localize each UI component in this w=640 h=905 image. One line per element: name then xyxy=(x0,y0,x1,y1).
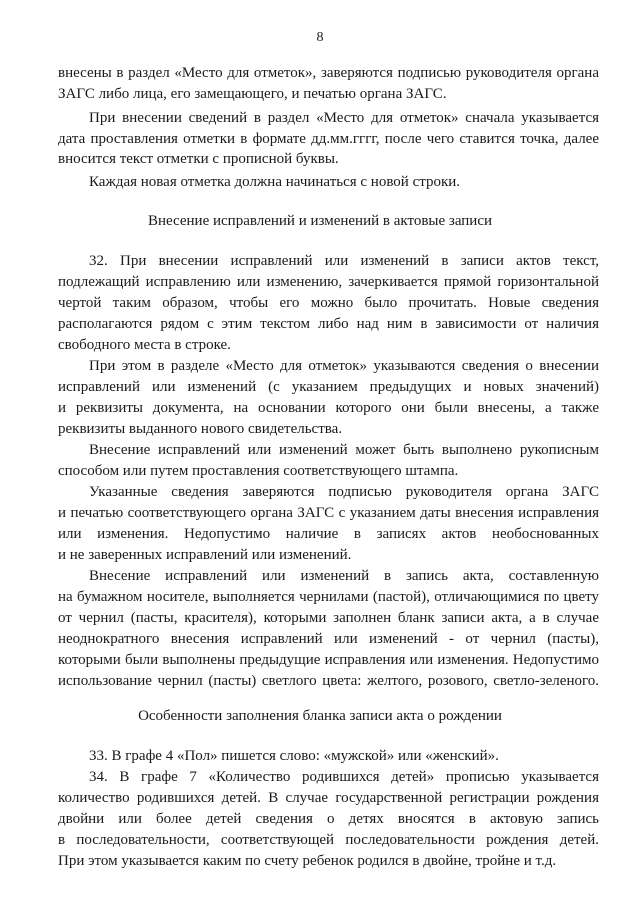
text-line: располагаются рядом с этим текстом либо над ним в зависимости от наличия xyxy=(58,316,599,332)
text-line: Указанные сведения заверяются подписью руководителя органа ЗАГС xyxy=(89,484,599,500)
text-line: 32. При внесении исправлений или изменений в записи актов текст, xyxy=(89,253,599,269)
text-line: 33. В графе 4 «Пол» пишется слово: «мужской» или «женский». xyxy=(89,748,499,764)
text-line: вносится текст отметки с прописной буквы. xyxy=(58,151,339,167)
text-line: Каждая новая отметка должна начинаться с новой строки. xyxy=(89,174,461,190)
section-heading: Особенности заполнения бланка записи акта о рождении xyxy=(138,708,502,724)
text-line: При этом в разделе «Место для отметок» указываются сведения о внесении xyxy=(89,358,599,374)
text-line: реквизиты выданного нового свидетельства. xyxy=(58,421,343,437)
text-line: использование чернил (пасты) светлого цвета: желтого, розового, светло-зеленого. xyxy=(58,673,599,689)
text-line: в последовательности, соответствующей последовательности рождения детей. xyxy=(58,832,599,848)
text-line: дата проставления отметки в формате дд.мм.гггг, после чего ставится точка, далее xyxy=(58,131,599,147)
text-line: которыми были выполнены предыдущие исправления или изменения. Недопустимо xyxy=(58,652,599,668)
text-line: и не заверенных исправлений или изменений. xyxy=(58,547,352,563)
text-line: внесены в раздел «Место для отметок», заверяются подписью руководителя органа xyxy=(58,65,599,81)
text-line: 34. В графе 7 «Количество родившихся детей» прописью указывается xyxy=(89,769,599,785)
text-line: чертой таким образом, чтобы его можно было прочитать. Новые сведения xyxy=(58,295,599,311)
text-line: Внесение исправлений или изменений в запись акта, составленную xyxy=(89,568,599,584)
text-line: на бумажном носителе, выполняется чернилами (пастой), отличающимися по цвету xyxy=(58,589,599,605)
text-line: При этом указывается каким по счету ребенок родился в двойне, тройне и т.д. xyxy=(58,853,557,869)
section-heading: Внесение исправлений и изменений в актовые записи xyxy=(147,213,493,229)
text-line: неоднократного внесения исправлений или изменений - от чернил (пасты), xyxy=(58,631,599,647)
text-line: количество родившихся детей. В случае государственной регистрации рождения xyxy=(58,790,599,806)
text-line: подлежащий исправлению или изменению, зачеркивается прямой горизонтальной xyxy=(58,274,599,290)
text-line: и печатью соответствующего органа ЗАГС с указанием даты внесения исправления xyxy=(58,505,599,521)
text-line: и реквизиты документа, на основании которого они были внесены, а также xyxy=(58,400,599,416)
text-line: исправлений или изменений (с указанием предыдущих и новых значений) xyxy=(58,379,599,395)
text-line: способом или путем проставления соответствующего штампа. xyxy=(58,463,459,479)
text-line: Внесение исправлений или изменений может быть выполнено рукописным xyxy=(89,442,599,458)
page-number: 8 xyxy=(316,30,324,45)
text-line: ЗАГС либо лица, его замещающего, и печатью органа ЗАГС. xyxy=(58,86,447,102)
text-line: от чернил (пасты, красителя), которыми заполнен бланк записи акта, а в случае xyxy=(58,610,599,626)
text-line: двойни или более детей сведения о детях вносятся в актовую запись xyxy=(58,811,599,827)
text-line: или изменения. Недопустимо наличие в записях актов необоснованных xyxy=(58,526,599,542)
text-line: свободного места в строке. xyxy=(58,337,231,353)
text-line: При внесении сведений в раздел «Место для отметок» сначала указывается xyxy=(89,110,599,126)
